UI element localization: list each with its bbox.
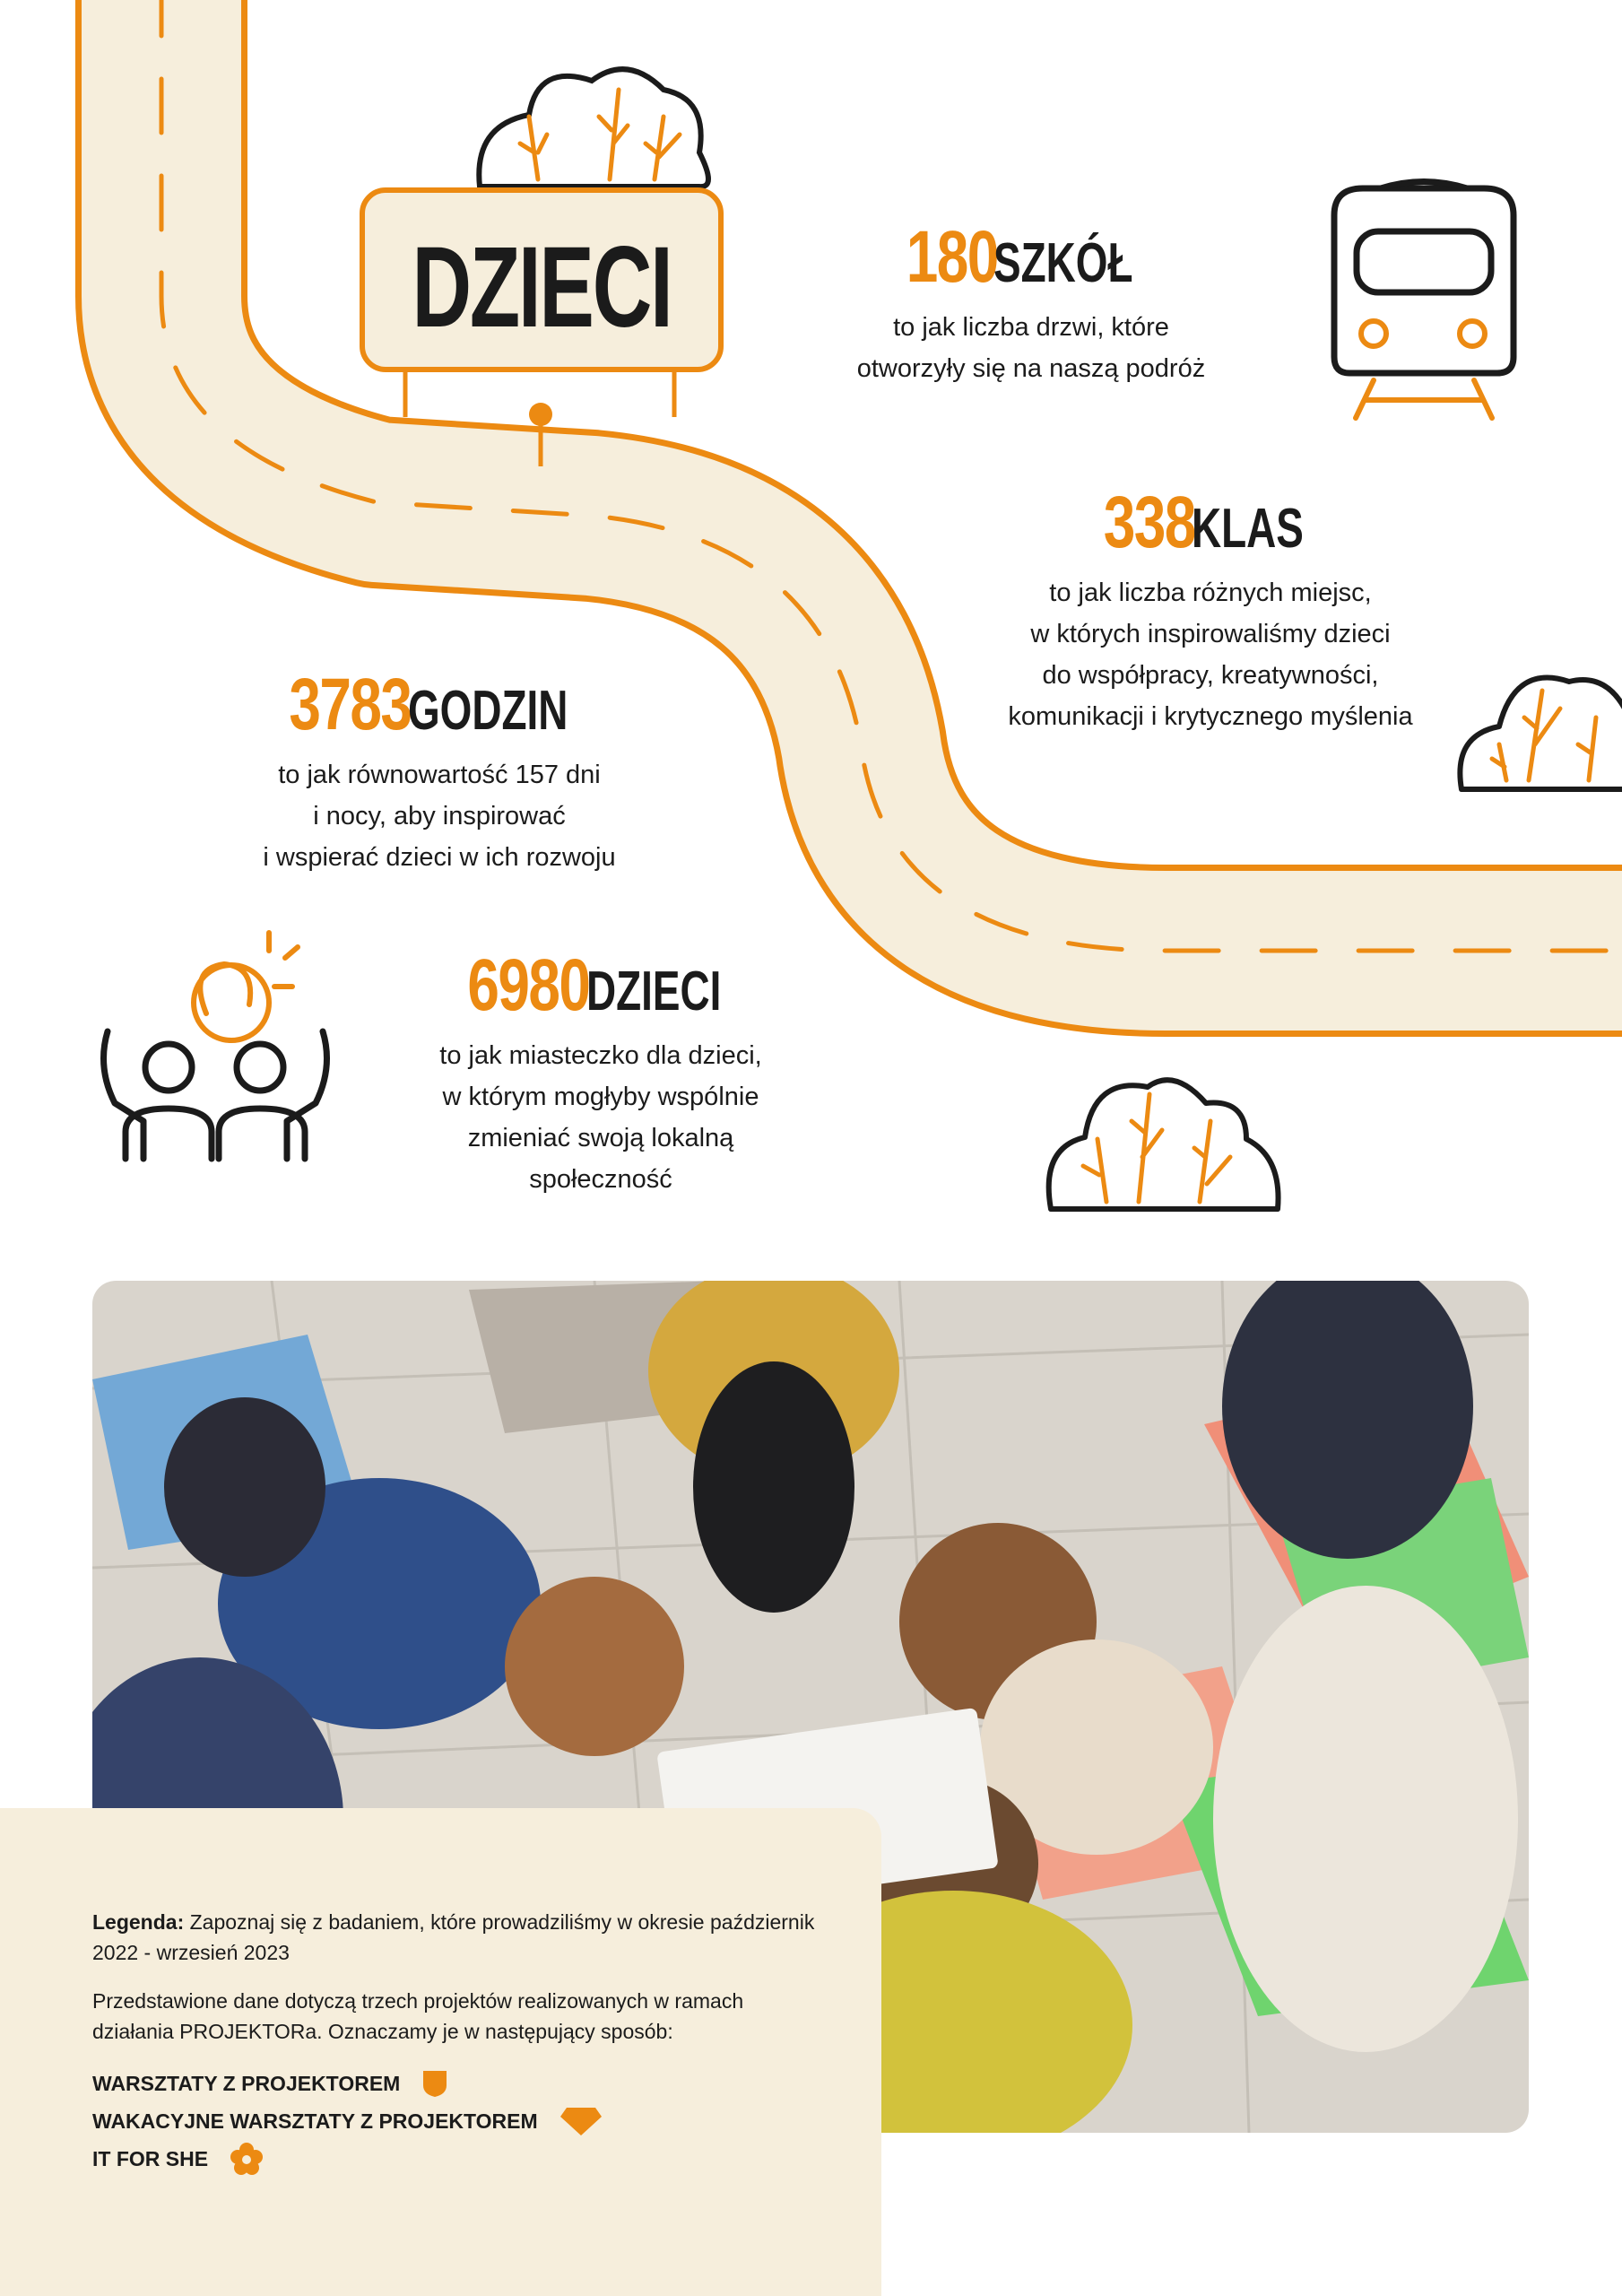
stat-desc-line: to jak miasteczko dla dzieci, [439, 1041, 762, 1070]
legend-description: Przedstawione dane dotyczą trzech projektów realizowanych w ramach działania PROJEKTORa. Oznaczamy je w następujący sposób: [92, 1989, 744, 2043]
legend-item-workshops [92, 2065, 828, 2102]
stat-number: 3783 [289, 664, 412, 745]
stat-unit: DZIECI [585, 961, 721, 1022]
bush-icon [1049, 1080, 1279, 1209]
bush-icon [1460, 678, 1622, 789]
stat-number: 338 [1103, 482, 1196, 563]
stat-unit: KLAS [1192, 498, 1304, 560]
stat-desc-line: i wspierać dzieci w ich rozwoju [263, 843, 616, 872]
stat-desc-line: w których inspirowaliśmy dzieci [1030, 620, 1391, 648]
legend-title: Legenda: [92, 1910, 185, 1934]
stat-number: 180 [906, 216, 998, 298]
stat-desc-line: komunikacji i krytycznego myślenia [1008, 702, 1413, 731]
diamond-icon [559, 2106, 603, 2136]
flower-icon [230, 2142, 264, 2176]
legend-item-it-for-she [92, 2140, 828, 2178]
legend-panel [0, 1808, 881, 2296]
stat-desc-line: i nocy, aby inspirować [313, 802, 566, 831]
stat-children [377, 944, 825, 1200]
stat-unit: GODZIN [407, 680, 568, 742]
sun-icon [194, 933, 298, 1040]
train-icon [1334, 182, 1514, 419]
stat-desc-line: to jak liczba różnych miejsc, [1049, 578, 1372, 607]
stat-hours [206, 664, 672, 878]
stat-desc-line: to jak równowartość 157 dni [278, 761, 601, 789]
stat-classes [959, 482, 1462, 737]
bush-icon [479, 69, 708, 187]
stat-desc-line: zmieniać swoją lokalną [467, 1124, 734, 1152]
stat-desc-line: do współpracy, kreatywności, [1042, 661, 1379, 690]
stat-desc-line: w którym mogłyby wspólnie [442, 1083, 759, 1111]
stat-number: 6980 [467, 944, 590, 1026]
hands-raised-icon [104, 933, 327, 1159]
legend-item-label: WAKACYJNE WARSZTATY Z PROJEKTOREM [92, 2109, 538, 2133]
stat-desc-line: otworzyły się na naszą podróż [856, 354, 1206, 383]
shield-icon [421, 2069, 448, 2098]
legend-item-summer-workshops [92, 2102, 828, 2140]
stat-unit: SZKÓŁ [993, 232, 1133, 294]
legend-item-label: IT FOR SHE [92, 2147, 209, 2170]
stat-desc-line: to jak liczba drzwi, które [893, 313, 1169, 342]
legend-intro: Zapoznaj się z badaniem, które prowadziliśmy w okresie październik 2022 - wrzesień 2023 [92, 1910, 815, 1964]
stat-schools [798, 216, 1264, 389]
stat-desc-line: społeczność [529, 1165, 672, 1194]
sign-label: DZIECI [412, 222, 672, 352]
legend-item-label: WARSZTATY Z PROJEKTOREM [92, 2072, 401, 2095]
